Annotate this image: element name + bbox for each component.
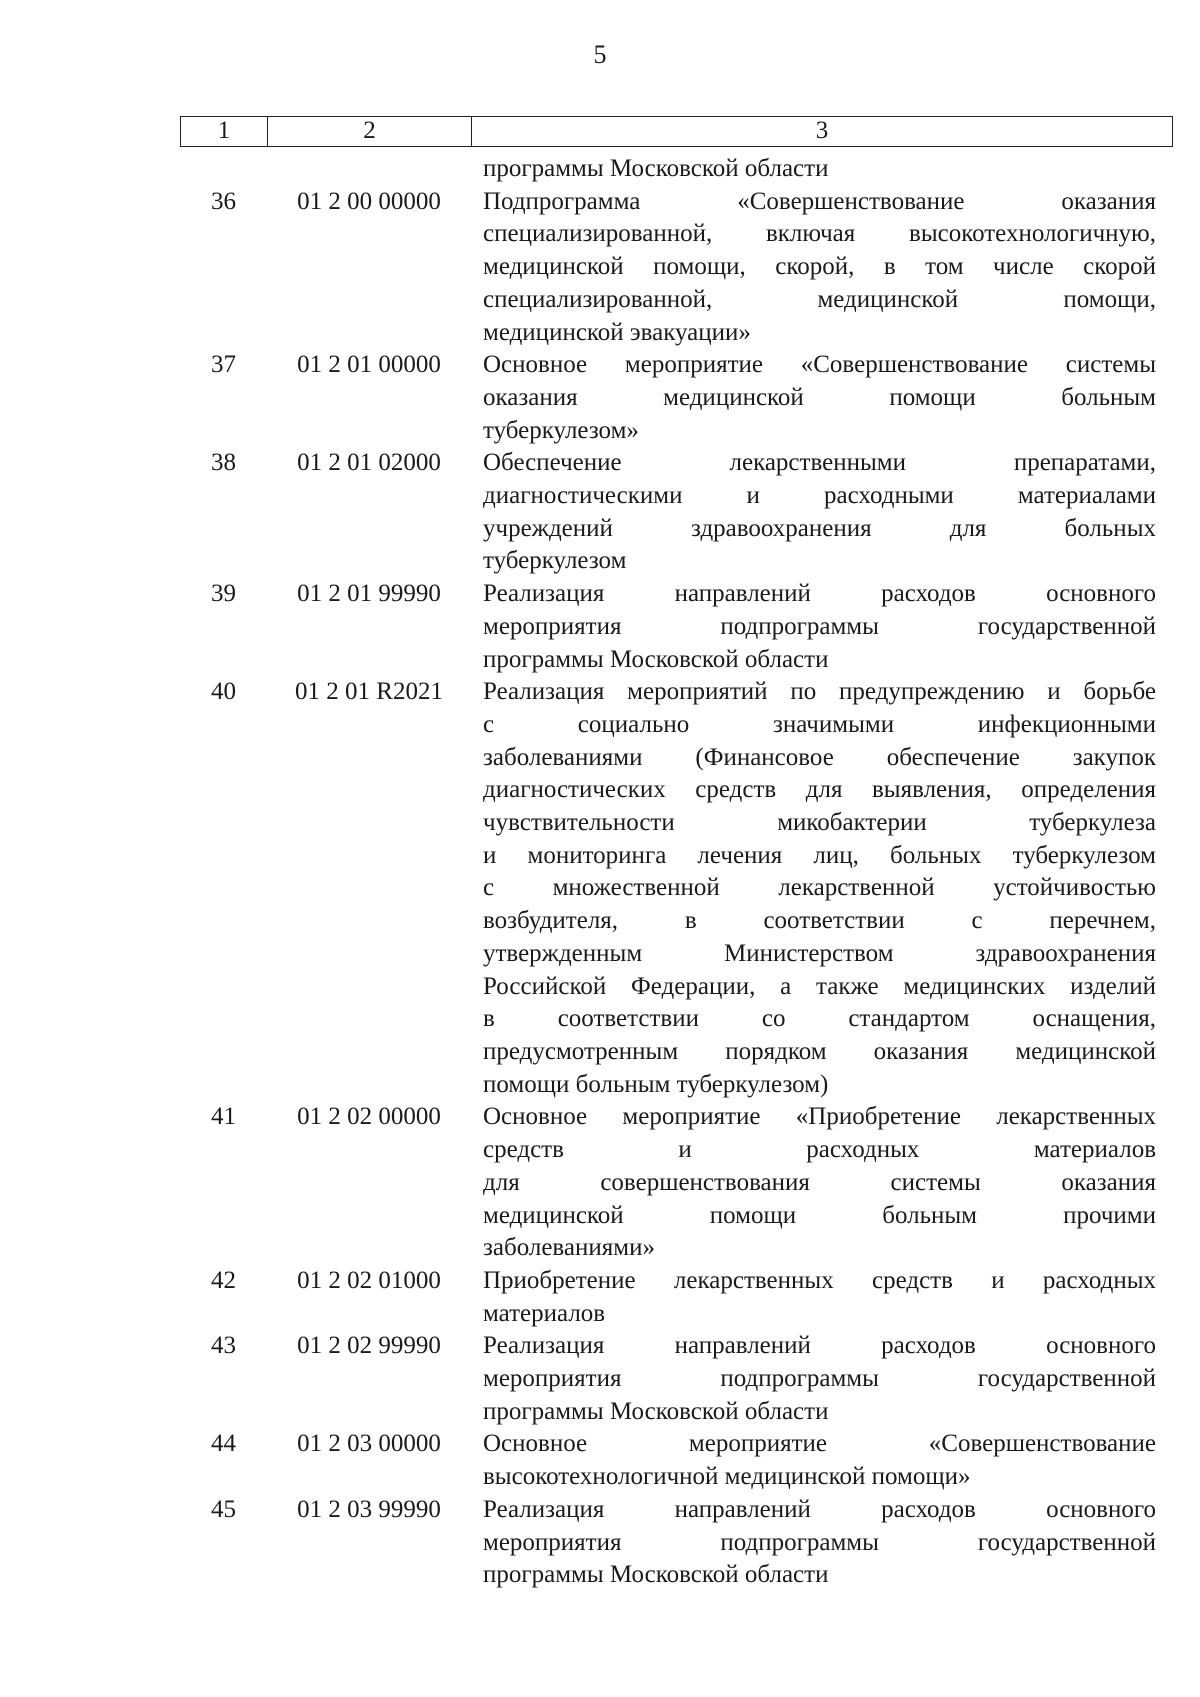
row-code: 01 2 01 00000 (297, 351, 441, 379)
description-line: в соответствии со стандартом оснащения, (483, 1005, 1156, 1033)
continuation-row (180, 153, 1173, 186)
description-line: мероприятия подпрограммы государственной (483, 1528, 1156, 1556)
table-row (180, 349, 1173, 447)
row-code: 01 2 01 02000 (297, 449, 441, 477)
description-line: Приобретение лекарственных средств и расходных (483, 1266, 1156, 1294)
row-code: 01 2 00 00000 (297, 187, 441, 215)
row-number: 42 (211, 1266, 236, 1294)
row-code: 01 2 03 00000 (297, 1430, 441, 1458)
description-line: диагностическими и расходными материалами (483, 482, 1156, 510)
description-line: утвержденным Министерством здравоохранения (483, 939, 1156, 967)
row-description (471, 1330, 1156, 1428)
row-number: 41 (211, 1103, 236, 1131)
description-line: Реализация мероприятий по предупреждению и борьбе (483, 678, 1156, 706)
header-col-3: 3 (815, 117, 829, 144)
row-number (180, 153, 267, 186)
header-col-1: 1 (181, 117, 268, 146)
row-number: 44 (211, 1430, 236, 1458)
row-number: 36 (211, 187, 236, 215)
description-line: и мониторинга лечения лиц, больных туберкулезом (483, 841, 1156, 869)
description-line: Подпрограмма «Совершенствование оказания (483, 187, 1156, 215)
row-description (471, 153, 1156, 186)
description-line: медицинской помощи больным прочими (483, 1201, 1156, 1229)
description-line: высокотехнологичной медицинской помощи» (483, 1463, 971, 1491)
description-line: программы Московской области (483, 1397, 829, 1425)
description-line: программы Московской области (483, 645, 829, 673)
description-line: специализированной, медицинской помощи, (483, 285, 1156, 313)
description-line: Реализация направлений расходов основного (483, 1332, 1156, 1360)
description-line: медицинской эвакуации» (483, 318, 751, 346)
row-code: 01 2 01 99990 (297, 580, 441, 608)
row-code: 01 2 01 R2021 (295, 678, 443, 706)
table-row (180, 1265, 1173, 1330)
row-number: 37 (211, 351, 236, 379)
description-line: диагностических средств для выявления, определения (483, 776, 1156, 804)
description-line: помощи больным туберкулезом) (483, 1070, 829, 1098)
page-number: 5 (593, 40, 607, 69)
row-number: 40 (211, 678, 236, 706)
description-line: Основное мероприятие «Совершенствование (483, 1430, 1156, 1458)
description-line: туберкулезом (483, 547, 627, 575)
description-line: для совершенствования системы оказания (483, 1168, 1156, 1196)
row-number: 43 (211, 1332, 236, 1360)
table-row (180, 1428, 1173, 1493)
description-line: возбудителя, в соответствии с перечнем, (483, 907, 1156, 935)
row-description (471, 578, 1156, 676)
description-line: Обеспечение лекарственными препаратами, (483, 449, 1156, 477)
description-line: заболеваниями» (483, 1234, 655, 1262)
row-description (471, 186, 1156, 350)
table-header (180, 116, 1173, 147)
table-body (180, 153, 1173, 1592)
row-description (471, 1101, 1156, 1265)
description-line: с социально значимыми инфекционными (483, 710, 1156, 738)
table-row (180, 578, 1173, 676)
description-line: мероприятия подпрограммы государственной (483, 1365, 1156, 1393)
row-number: 38 (211, 449, 236, 477)
description-line: материалов (483, 1299, 606, 1327)
description-line: Основное мероприятие «Приобретение лекарственных (483, 1103, 1156, 1131)
description-line: программы Московской области (483, 155, 829, 182)
row-description (471, 1265, 1156, 1330)
table-row (180, 1101, 1173, 1265)
description-line: Российской Федерации, а также медицинских изделий (483, 972, 1156, 1000)
table-row (180, 447, 1173, 578)
description-line: средств и расходных материалов (483, 1136, 1156, 1164)
description-line: Реализация направлений расходов основного (483, 580, 1156, 608)
description-line: туберкулезом» (483, 416, 639, 444)
description-line: чувствительности микобактерии туберкулеза (483, 809, 1156, 837)
row-description (471, 676, 1156, 1101)
row-code: 01 2 02 00000 (297, 1103, 441, 1131)
description-line: программы Московской области (483, 1561, 829, 1589)
row-description (471, 349, 1156, 447)
description-line: учреждений здравоохранения для больных (483, 514, 1156, 542)
description-line: предусмотренным порядком оказания медицинской (483, 1037, 1156, 1065)
row-description (471, 1428, 1156, 1493)
row-number: 45 (211, 1495, 236, 1523)
row-code: 01 2 02 99990 (297, 1332, 441, 1360)
row-description (471, 447, 1156, 578)
description-line: заболеваниями (Финансовое обеспечение закупок (483, 743, 1156, 771)
table-row (180, 1494, 1173, 1592)
table-row (180, 186, 1173, 350)
row-code: 01 2 02 01000 (297, 1266, 441, 1294)
description-line: Основное мероприятие «Совершенствование системы (483, 351, 1156, 379)
description-line: медицинской помощи, скорой, в том числе скорой (483, 253, 1156, 281)
row-number: 39 (211, 580, 236, 608)
description-line: Реализация направлений расходов основного (483, 1495, 1156, 1523)
description-line: с множественной лекарственной устойчивостью (483, 874, 1156, 902)
description-line: оказания медицинской помощи больным (483, 383, 1156, 411)
table-row (180, 1330, 1173, 1428)
header-col-2: 2 (268, 117, 472, 146)
description-line: специализированной, включая высокотехнологичную, (483, 220, 1156, 248)
row-code (267, 153, 471, 186)
description-line: мероприятия подпрограммы государственной (483, 612, 1156, 640)
table-row (180, 676, 1173, 1101)
row-description (471, 1494, 1156, 1592)
row-code: 01 2 03 99990 (297, 1495, 441, 1523)
